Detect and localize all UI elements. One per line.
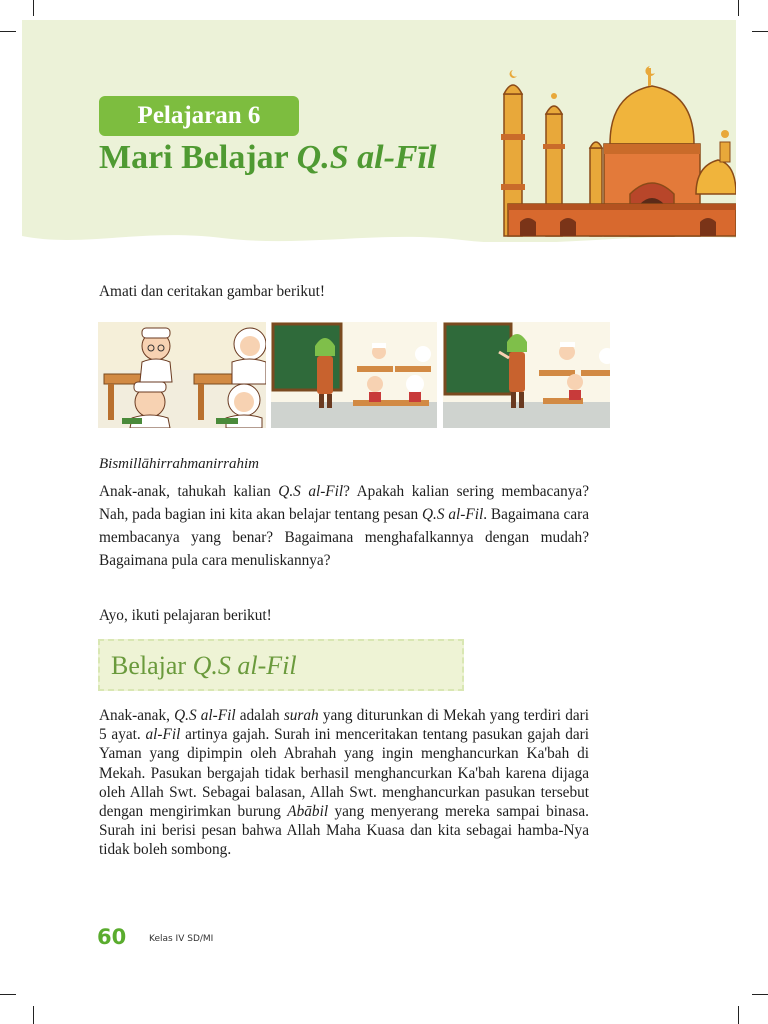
crop-mark xyxy=(0,31,16,32)
page-number: 60 xyxy=(97,925,127,949)
intro-instruction: Amati dan ceritakan gambar berikut! xyxy=(99,283,325,300)
page-title: Mari Belajar Q.S al-Fīl xyxy=(99,139,437,176)
section-title: Belajar Q.S al-Fil xyxy=(111,651,297,680)
classroom-scene-3-icon xyxy=(443,322,610,428)
bismillah-text: Bismillāhirrahmanirrahim xyxy=(99,456,260,472)
lesson-badge: Pelajaran 6 xyxy=(99,96,299,136)
classroom-scene-2-icon xyxy=(271,322,437,428)
opening-paragraph: Anak-anak, tahukah kalian Q.S al-Fil? Apakah kalian sering membacanya? Nah, pada bagian ini kita akan belajar tentang pesan Q.S al-Fil. Bagaimana cara membacanya yang benar? Bagaimana menghafalkannya dengan mudah? Bagaimana pula cara menuliskannya? xyxy=(99,483,589,569)
crop-mark xyxy=(0,994,16,995)
invitation-text: Ayo, ikuti pelajaran berikut! xyxy=(99,607,272,624)
crop-mark xyxy=(752,31,768,32)
crop-mark xyxy=(738,1006,739,1024)
body-paragraph: Anak-anak, Q.S al-Fil adalah surah yang diturunkan di Mekah yang terdiri dari 5 ayat. al-Fil artinya gajah. Surah ini menceritakan tentang pasukan gajah dari Yaman yang dipimpin oleh Abrahah yang ingin menghancurkan Ka'bah di Mekah. Pasukan bergajah tidak berhasil menghancurkan Ka'bah karena dijaga oleh Allah Swt. Sebagai balasan, Allah Swt. menghancurkan pasukan tersebut dengan mengirimkan burung Abābil yang menyerang mereka sampai binasa. Surah ini berisi pesan bahwa Allah Maha Kuasa dan kita sebagai hamba-Nya tidak boleh sombong. xyxy=(99,707,590,859)
crop-mark xyxy=(752,994,768,995)
crop-mark xyxy=(33,0,34,16)
class-label: Kelas IV SD/MI xyxy=(149,934,214,944)
crop-mark xyxy=(33,1006,34,1024)
mosque-icon xyxy=(500,64,736,239)
classroom-scene-1-icon xyxy=(98,322,266,428)
crop-mark xyxy=(738,0,739,16)
